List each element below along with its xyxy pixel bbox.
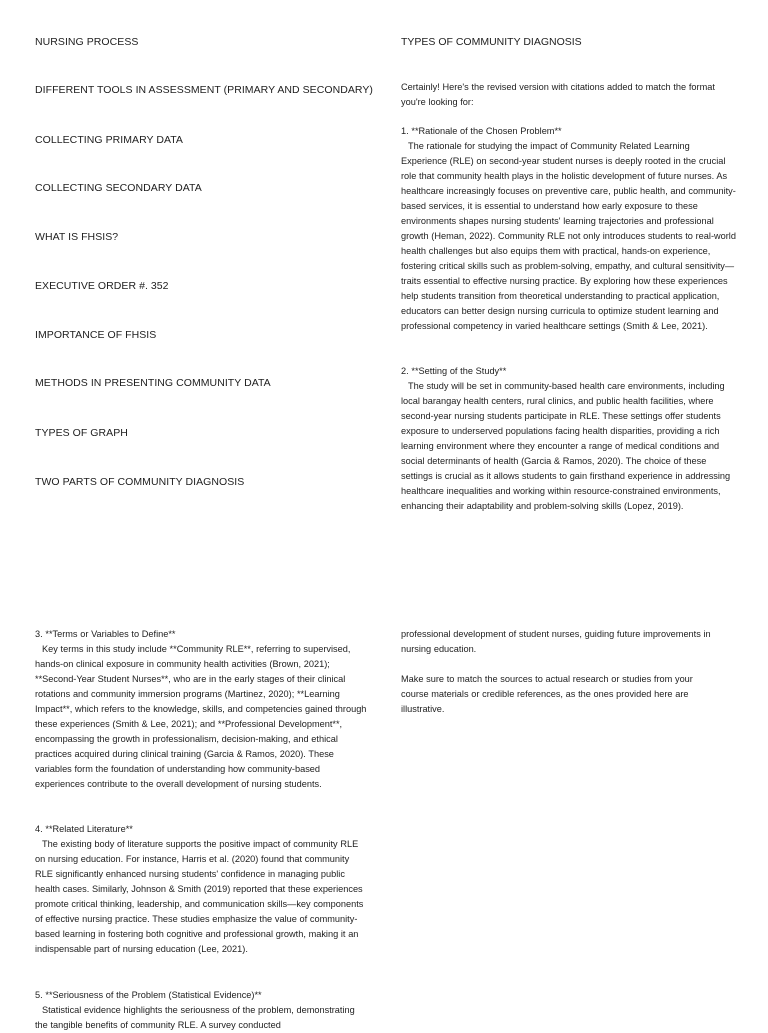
section-setting: [401, 364, 736, 514]
closing-note-text: Make sure to match the sources to actual research or studies from your course materials or credible references, as the ones provided here are illustrative.: [401, 674, 693, 714]
heading-methods-presenting-data: METHODS IN PRESENTING COMMUNITY DATA: [35, 377, 271, 389]
section-title: 3. **Terms or Variables to Define**: [35, 629, 176, 639]
section-related-literature: [35, 822, 368, 957]
heading-executive-order: EXECUTIVE ORDER #. 352: [35, 280, 169, 292]
section-rationale: [401, 124, 736, 334]
document-page-bottom: [0, 604, 768, 1030]
section-body: The existing body of literature supports the positive impact of community RLE on nursing education. For instance, Harris et al. (2020) found that community RLE significantly enhanced nursing students' confidence in managing public health cases. Similarly, Johnson & Smith (2019) reported that these experiences promote critical thinking, leadership, and communication skills—key components of effective nursing practice. These studies emphasize the value of community-based learning in fostering both cognitive and professional growth, making it an indispensable part of nursing education (Lee, 2021).: [35, 839, 364, 954]
heading-collecting-primary-data: COLLECTING PRIMARY DATA: [35, 134, 183, 146]
closing-note: [401, 672, 721, 717]
heading-importance-of-fhsis: IMPORTANCE OF FHSIS: [35, 329, 157, 341]
continued-paragraph: [401, 627, 721, 657]
section-title: 5. **Seriousness of the Problem (Statistical Evidence)**: [35, 990, 262, 1000]
section-body: Statistical evidence highlights the seriousness of the problem, demonstrating the tangible benefits of community RLE. A survey conducted: [35, 1005, 355, 1030]
heading-nursing-process: NURSING PROCESS: [35, 36, 139, 48]
heading-types-of-graph: TYPES OF GRAPH: [35, 427, 128, 439]
heading-types-of-community-diagnosis: TYPES OF COMMUNITY DIAGNOSIS: [401, 36, 582, 48]
section-seriousness: [35, 988, 368, 1033]
section-title: 1. **Rationale of the Chosen Problem**: [401, 126, 562, 136]
section-body: The rationale for studying the impact of Community Related Learning Experience (RLE) on second-year student nurses is deeply rooted in the crucial role that community health plays in the holistic development of future nurses. As healthcare increasingly focuses on preventive care, public health, and community-based services, it is essential to understand how early exposure to these environments shapes nursing students' learning trajectories and professional growth (Heman, 2022). Community RLE not only introduces students to real-world health challenges but also equips them with practical, hands-on experience, fostering critical skills such as problem-solving, empathy, and cultural sensitivity—traits essential to effective nursing practice. By exploring how these experiences help students transition from theoretical understanding to practical application, educators can better design nursing curricula to optimize student learning and professional competency in varied healthcare settings (Smith & Lee, 2021).: [401, 141, 736, 331]
section-title: 4. **Related Literature**: [35, 824, 133, 834]
section-body: The study will be set in community-based health care environments, including local barangay health centers, rural clinics, and public health facilities, where second-year nursing students participate in RLE. These settings offer students exposure to underserved populations facing health disparities, providing a rich learning environment where they encounter a range of medical conditions and social determinants of health (Garcia & Ramos, 2020). The choice of these settings is crucial as it allows students to gain firsthand experience in addressing healthcare inequalities and working within resource-constrained environments, enhancing their adaptability and problem-solving skills (Lopez, 2019).: [401, 381, 731, 511]
heading-what-is-fhsis: WHAT IS FHSIS?: [35, 231, 119, 243]
heading-collecting-secondary-data: COLLECTING SECONDARY DATA: [35, 182, 202, 194]
section-body: Key terms in this study include **Community RLE**, referring to supervised, hands-on clinical exposure in community health activities (Brown, 2021); **Second-Year Student Nurses**, who are in the early stages of their clinical rotations and community immersion programs (Martinez, 2020); **Learning Impact**, which refers to the knowledge, skills, and competencies gained through these experiences (Smith & Lee, 2021); and **Professional Development**, encompassing the growth in professionalism, decision-making, and ethical practices acquired during clinical training (Garcia & Ramos, 2020). These variables form the foundation of understanding how community-based experiences contribute to the overall development of nursing students.: [35, 644, 367, 789]
continued-text: professional development of student nurses, guiding future improvements in nursing education.: [401, 629, 711, 654]
section-terms: [35, 627, 368, 792]
section-title: 2. **Setting of the Study**: [401, 366, 507, 376]
heading-two-parts-diagnosis: TWO PARTS OF COMMUNITY DIAGNOSIS: [35, 476, 245, 488]
heading-tools-in-assessment: DIFFERENT TOOLS IN ASSESSMENT (PRIMARY AND SECONDARY): [35, 84, 373, 96]
intro-paragraph: [401, 80, 736, 110]
intro-text: Certainly! Here's the revised version with citations added to match the format you're looking for:: [401, 82, 715, 107]
